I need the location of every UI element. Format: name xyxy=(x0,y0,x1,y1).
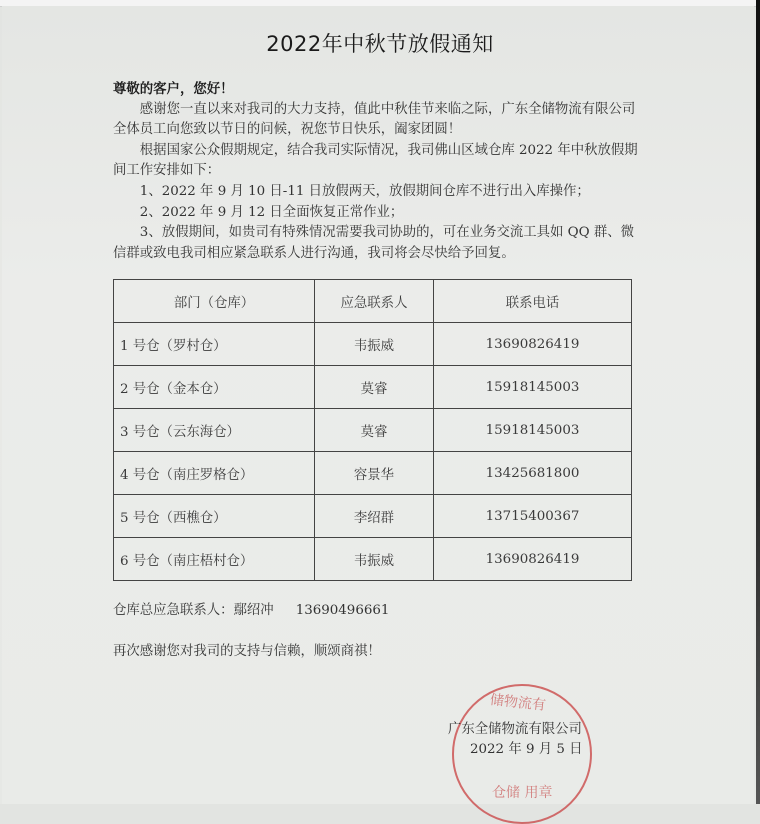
cell-department: 1 号仓（罗村仓） xyxy=(114,323,315,366)
table-row xyxy=(114,409,632,452)
contacts-table xyxy=(113,279,632,581)
item-2-resume: 2、2022 年 9 月 12 日全面恢复正常作业； xyxy=(139,204,404,220)
table-row xyxy=(114,452,632,495)
document-title: 2022年中秋节放假通知 xyxy=(266,32,494,56)
cell-department: 6 号仓（南庄梧村仓） xyxy=(114,538,315,581)
greeting: 尊敬的客户，您好！ xyxy=(113,81,234,97)
header-department: 部门（仓库） xyxy=(114,280,315,323)
closing-line: 再次感谢您对我司的支持与信赖，顺颂商祺！ xyxy=(113,644,381,659)
header-contact-person: 应急联系人 xyxy=(315,280,434,323)
table-row xyxy=(114,366,632,409)
cell-person: 韦振威 xyxy=(315,538,434,581)
cell-department: 5 号仓（西樵仓） xyxy=(114,495,315,538)
table-row xyxy=(114,495,632,538)
cell-department: 4 号仓（南庄罗格仓） xyxy=(114,452,315,495)
cell-phone: 13425681800 xyxy=(434,452,632,495)
general-contact-phone: 13690496661 xyxy=(295,603,390,618)
cell-department: 2 号仓（金本仓） xyxy=(114,366,315,409)
header-phone: 联系电话 xyxy=(434,280,632,323)
signature-date: 2022 年 9 月 5 日 xyxy=(470,742,583,757)
cell-phone: 15918145003 xyxy=(434,366,632,409)
paragraph-thanks: 感谢您一直以来对我司的大力支持，值此中秋佳节来临之际，广东全储物流有限公司全体员工向您致以节日的问候，祝您节日快乐，阖家团圆！ xyxy=(113,101,636,138)
cell-person: 李绍群 xyxy=(315,495,434,538)
general-emergency-contact xyxy=(113,599,389,618)
stamp-top-text: 储物流有 xyxy=(489,692,547,714)
table-header-row xyxy=(114,280,632,323)
signature-company: 广东全储物流有限公司 xyxy=(448,722,582,737)
table-row xyxy=(114,538,632,581)
stamp-bottom-text: 仓储 用章 xyxy=(492,785,553,801)
cell-person: 容景华 xyxy=(315,452,434,495)
cell-phone: 13690826419 xyxy=(434,323,632,366)
paragraph-arrangement: 根据国家公众假期规定，结合我司实际情况，我司佛山区域仓库 2022 年中秋放假期间工作安排如下： xyxy=(113,142,638,179)
general-contact-label: 仓库总应急联系人：鄢绍冲 xyxy=(113,603,274,618)
cell-phone: 13690826419 xyxy=(434,538,632,581)
cell-person: 莫睿 xyxy=(315,409,434,452)
item-1-holiday: 1、2022 年 9 月 10 日-11 日放假两天，放假期间仓库不进行出入库操作； xyxy=(139,183,590,199)
scan-right-edge xyxy=(756,0,760,804)
document-body xyxy=(113,79,643,264)
cell-department: 3 号仓（云东海仓） xyxy=(114,409,315,452)
cell-person: 韦振威 xyxy=(315,323,434,366)
item-3-contact: 3、放假期间，如贵司有特殊情况需要我司协助的，可在业务交流工具如 QQ 群、微信群或致电我司相应紧急联系人进行沟通，我司将会尽快给予回复。 xyxy=(113,225,635,261)
cell-phone: 13715400367 xyxy=(434,495,632,538)
cell-person: 莫睿 xyxy=(315,366,434,409)
cell-phone: 15918145003 xyxy=(434,409,632,452)
signature-block xyxy=(448,720,583,760)
table-row xyxy=(114,323,632,366)
